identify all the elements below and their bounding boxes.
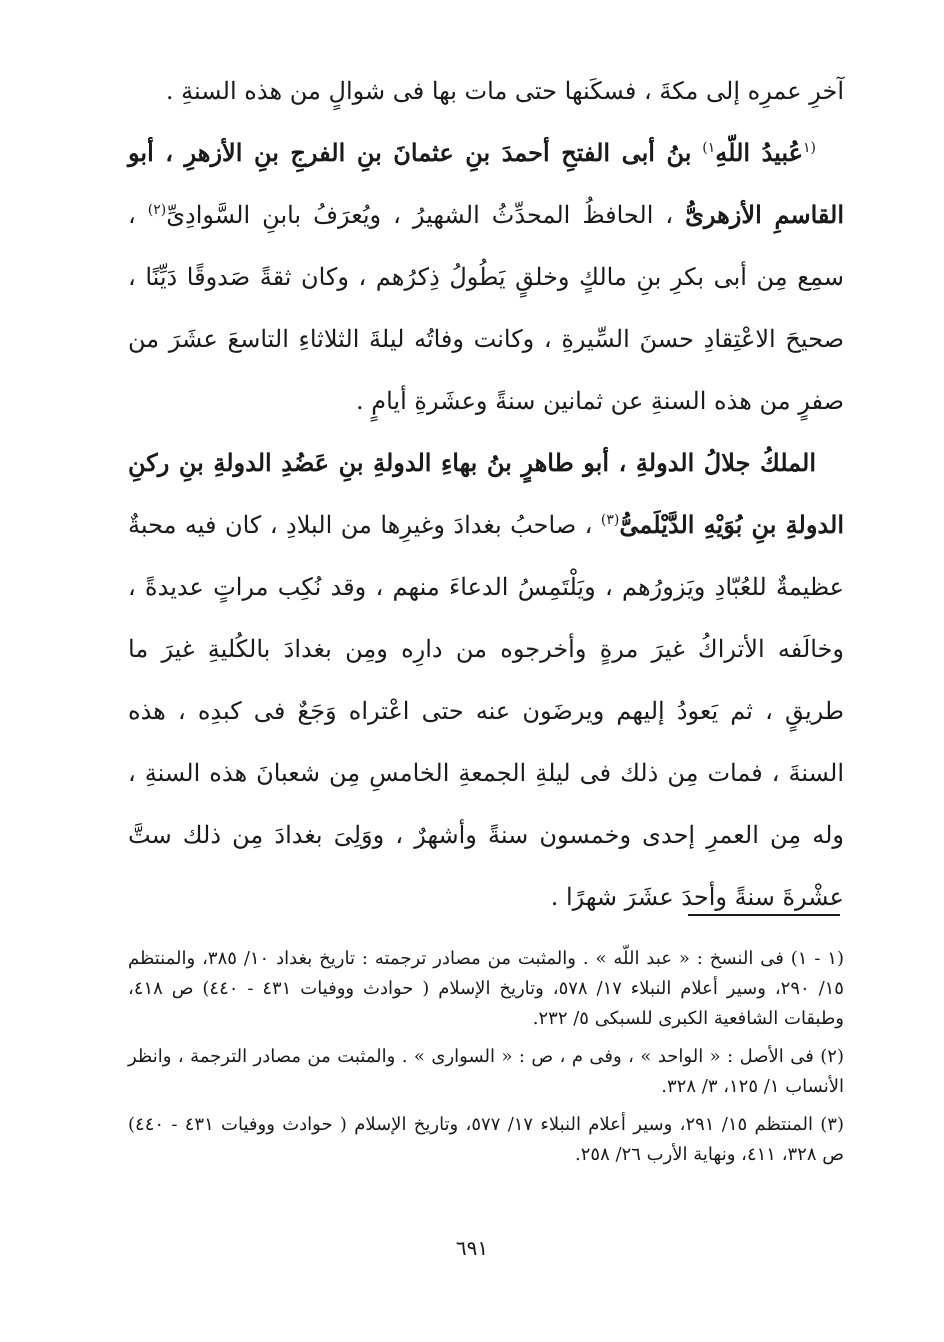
footnote-divider xyxy=(688,914,840,916)
entry-azhari xyxy=(128,122,844,432)
footnotes xyxy=(128,944,844,1178)
entry-name: الملكُ جلالُ الدولةِ ، أبو طاهرٍ بنُ بهاءِ الدولةِ بنِ عَضُدِ الدولةِ بنِ ركنِ الدولةِ بنِ بُوَيْهِ الدَّيْلَمىُّ xyxy=(128,448,844,539)
footnote-marker-open: (١ xyxy=(802,140,816,156)
entry-text-b: ، سمِع مِن أبى بكرِ بنِ مالكٍ وخلقٍ يَطُولُ ذِكرُهم ، وكان ثقةً صَدوقًا دَيِّنًا ، صحيحَ الاعْتِقادِ حسنَ السِّيرةِ ، وكانت وفاتُه ليلةَ الثلاثاءِ التاسعَ عشَرَ من صفرٍ من هذه السنةِ عن ثمانين سنةً وعشَرةِ أيامٍ . xyxy=(128,201,844,415)
entry-name-part1: عُبيدُ اللّهِ xyxy=(715,138,803,167)
footnote-marker-2: (٢) xyxy=(147,202,167,218)
entry-text: ، صاحبُ بغدادَ وغيرِها من البلادِ ، كان فيه محبةٌ عظيمةٌ للعُبّادِ ويَزورُهم ، ويَلْتَمِسُ الدعاءَ منهم ، وقد نُكِب مراتٍ عديدةً ، وخالَفه الأتراكُ غيرَ مرةٍ وأخرجوه من دارِه ومِن بغدادَ بالكُليةِ غيرَ ما طريقٍ ، ثم يَعودُ إليهم ويرضَون عنه حتى اعْتراه وَجَعٌ فى كبدِه ، هذه السنةَ ، فمات مِن ذلك فى ليلةِ الجمعةِ الخامسِ مِن شعبانَ هذه السنةِ ، وله مِن العمرِ إحدى وخمسون سنةً وأشهرٌ ، ووَلِىَ بغدادَ مِن ذلك ستَّ عشْرةَ سنةً وأحدَ عشَرَ شهرًا . xyxy=(128,511,845,911)
footnote-1: (١ - ١) فى النسخ : « عبد اللّه » . والمثبت من مصادر ترجمته : تاريخ بغداد ١٠/ ٣٨٥، والمنتظم ١٥/ ٢٩٠، وسير أعلام النبلاء ١٧/ ٥٧٨، وتاريخ الإسلام ( حوادث ووفيات ٤٣١ - ٤٤٠) ص ٤١٨، وطبقات الشافعية الكبرى للسبكى ٥/ ٢٣٢. xyxy=(128,948,844,1029)
footnote-marker-3: (٣) xyxy=(600,512,620,528)
entry-name-part2: بنُ أبى الفتحِ أحمدَ بنِ عثمانَ بنِ الفرجِ بنِ الأزهرِ ، أبو القاسمِ الأزهرىُّ xyxy=(128,138,844,229)
main-text xyxy=(128,60,844,928)
paragraph-continuation xyxy=(128,60,844,122)
page-number: ٦٩١ xyxy=(455,1236,489,1260)
entry-jalal-aldawla xyxy=(128,432,844,928)
entry-text-a: ، الحافظُ المحدِّثُ الشهيرُ ، ويُعرَفُ بابنِ السَّوادِىِّ xyxy=(166,201,674,229)
footnote-3: (٣) المنتظم ١٥/ ٢٩١، وسير أعلام النبلاء ١٧/ ٥٧٧، وتاريخ الإسلام ( حوادث ووفيات ٤٣١ - ٤٤٠) ص ٣٢٨، ٤١١، ونهاية الأرب ٢٦/ ٢٥٨. xyxy=(128,1114,844,1165)
footnote-2: (٢) فى الأصل : « الواحد » ، وفى م ، ص : « السوارى » . والمثبت من مصادر الترجمة ، وانظر الأنساب ١/ ١٢٥، ٣/ ٣٢٨. xyxy=(128,1046,844,1097)
paragraph-text: آخرِ عمرِه إلى مكةَ ، فسكَنها حتى مات بها فى شوالٍ من هذه السنةِ . xyxy=(165,77,844,105)
footnote-marker-close: ١) xyxy=(702,140,716,156)
